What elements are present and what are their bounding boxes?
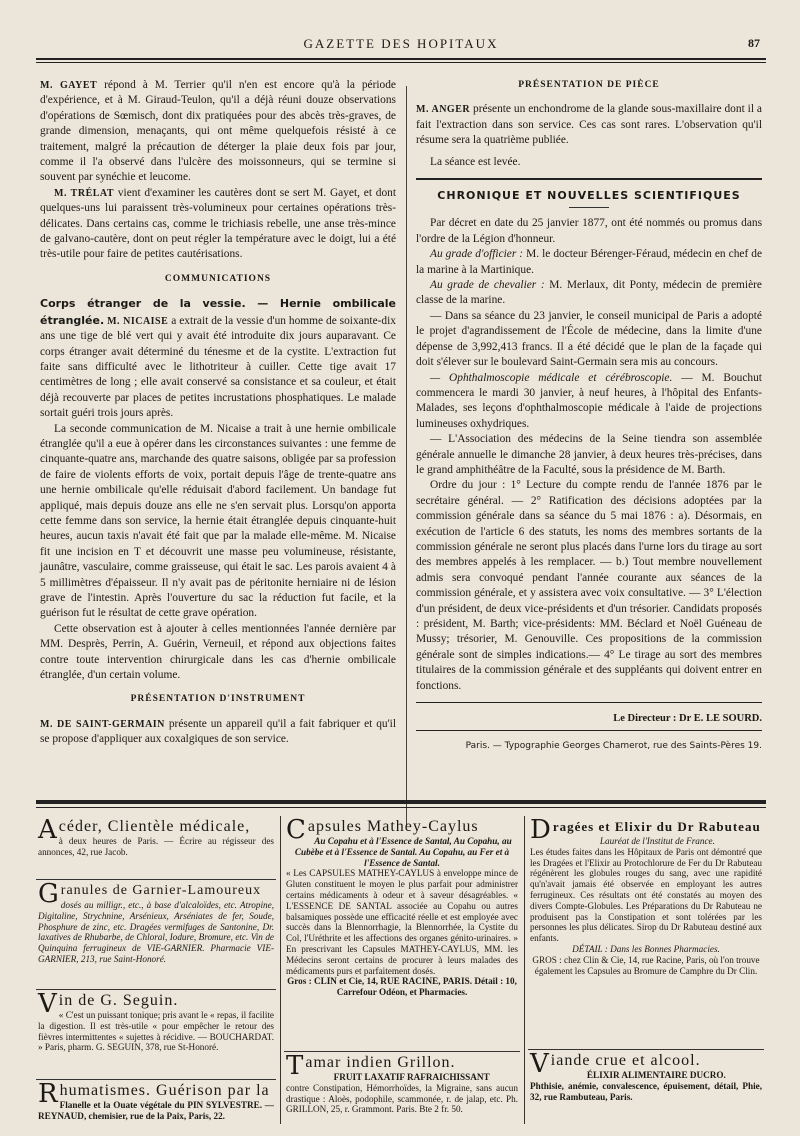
ads-column-3 bbox=[528, 816, 764, 1124]
header-rule-thin bbox=[36, 62, 766, 63]
topic-label: — Ophthalmoscopie médicale et cérébroscopie. bbox=[430, 371, 673, 384]
speaker-name: M. DE SAINT-GERMAIN bbox=[40, 718, 165, 730]
hernie-paragraph: La seconde communication de M. Nicaise a trait à une hernie ombilicale étranglée qu'il a eue à opérer dans les circonstances suivantes : une femme de cinquante-quatre ans, marchande des quatre saisons, obligée par sa profession de faire de violents efforts de voix, portait depuis l'âge de trente-quatre ans une hernie ombilicale qu'elle réduisait d'abord facilement. Un bandage fut appliqué, mais depuis douze ans elle ne s'en servait plus. Lorsqu'on apporta cette femme dans son service, la hernie était étranglée depuis cinquante-huit heures, aucun taxis n'avait été fait que par la malade elle-même. M. Nicaise fit une incision en T et découvrit une masse peu volumineuse, résistante, jaunâtre, vasculaire, comme graisseuse, qui était le sac. Les parois avaient 4 à 5 millimètres d'épaisseur. Il n'y avait pas de péritonite herniaire ni de lésion grave de l'intestin. Après l'ouverture du sac la réduction fut facile, et la guérison fut le résultat de cette grave opération. bbox=[40, 422, 396, 620]
ads-divider-2 bbox=[524, 816, 525, 1124]
gayet-paragraph bbox=[40, 78, 396, 186]
drop-initial: C bbox=[286, 815, 306, 845]
short-rule bbox=[569, 207, 609, 208]
ad-address: Gros : CLIN et Cie, 14, RUE RACINE, PARIS. Détail : 10, Carrefour Odéon, et Pharmacies. bbox=[287, 976, 517, 998]
header-rule bbox=[36, 58, 766, 60]
saint-germain-paragraph bbox=[40, 717, 396, 748]
ad-body: « C'est un puissant tonique; pris avant le « repas, il facilite la digestion. Il est très-utile « pour empêcher le retour des fièvres intermittentes « sujettes à récidive. — BOUCHARDAT. » Paris, pharm. G. SEGUIN, 378, rue St-Honoré. bbox=[38, 1010, 274, 1053]
ad-ducro bbox=[528, 1050, 764, 1125]
ad-subtitle: FRUIT LAXATIF RAFRAICHISSANT bbox=[333, 1072, 490, 1082]
ad-headline: in de G. Seguin. bbox=[58, 992, 179, 1009]
drop-initial: V bbox=[38, 989, 57, 1019]
ad-gros: GROS : chez Clin & Cie, 14, rue Racine, Paris, où l'on trouve également les Capsules au Bromure de Camphre du Dr Clin. bbox=[532, 954, 760, 976]
ads-top-rule-thin bbox=[36, 807, 766, 808]
trelat-paragraph bbox=[40, 186, 396, 263]
column-divider bbox=[406, 86, 407, 826]
ad-subtitle: Lauréat de l'Institut de France. bbox=[599, 836, 715, 846]
piece-heading: PRÉSENTATION DE PIÈCE bbox=[518, 80, 660, 90]
advertisements bbox=[36, 816, 766, 1124]
seance-levee: La séance est levée. bbox=[430, 155, 521, 168]
ad-body: « Les CAPSULES MATHEY-CAYLUS à enveloppe mince de Gluten constituent le moyen le plus parfait pour administrer certains médicaments à odeur et à saveur désagréables. « L'ESSENCE DE SANTAL associée au Copahu ou autres balsamiques possède une efficacité réelle et est employée avec succès dans la Blennorrhagie, la Blennorrhée, la Cystite du Col, l'Uréthrite et les affections des organes génito-urinaires. » En prescrivant les Capsules MATHEY-CAYLUS, MM. les Médecins seront certains de procurer à leurs malades des médicaments purs et parfaitement dosés. bbox=[286, 868, 518, 976]
ad-clientele bbox=[36, 816, 276, 880]
ad-subtitle: ÉLIXIR ALIMENTAIRE DUCRO. bbox=[586, 1070, 726, 1080]
speaker-name: M. ANGER bbox=[416, 104, 471, 116]
ads-top-rule bbox=[36, 800, 766, 804]
ads-divider-1 bbox=[280, 816, 281, 1124]
ad-seguin bbox=[36, 990, 276, 1080]
grade-label: Au grade d'officier : bbox=[430, 248, 524, 261]
left-column bbox=[40, 78, 396, 748]
ad-garnier bbox=[36, 880, 276, 990]
ad-rhumatismes bbox=[36, 1080, 276, 1133]
ad-subtitle: Au Copahu et à l'Essence de Santal, Au Copahu, au Cubèbe et à l'Essence de Santal. Au Copahu, au Fer et à l'Essence de Santal. bbox=[294, 836, 512, 868]
ad-body: dosés au milligr., etc., à base d'alcaloïdes, etc. Atropine, Digitaline, Strychnine, Arsénieux, Arséniates de fer, Soude, Phosphure de zinc, etc. Dragées vermifuges de Santonine, Dr. laxatives de Rhubarbe, de Chloral, Iodure, Bromure, etc. Vin de Quinquina ferrugineux de VIE-GARNIER. Pharmacie VIE-GARNIER, 213, rue Saint-Honoré. bbox=[38, 900, 274, 964]
ad-headline: amar indien Grillon. bbox=[305, 1054, 456, 1071]
ad-headline: humatismes. Guérison par la bbox=[59, 1082, 270, 1099]
chronique-heading: CHRONIQUE ET NOUVELLES SCIENTIFIQUES bbox=[437, 189, 741, 203]
chronique-officier bbox=[416, 247, 762, 278]
chronique-ordre-du-jour: Ordre du jour : 1° Lecture du compte rendu de l'année 1876 par le secrétaire général. — 2° Ratification des décisions adoptées par la commission générale dans sa séance du 5 mai 1876 : a). Désormais, en exécution de l'article 6 des statuts, les noms des membres sortants de la commission générale ne seront plus placés dans l'urne lors du tirage au sort des membres appelés à les remplacer. — b.) Tout membre nouvellement admis sera convoqué pendant l'année courante aux séances de la commission générale, et y assistera avec voix consultative. — 3° L'élection d'un président, de deux vice-présidents et d'un trésorier. Candidats proposés : président, M. Barth; vice-présidents: MM. Béclard et Noël Guéneau de Mussy; trésorier, M. Genouville. Ces propositions de la commission générale sont de simples indications.— 4° Le tirage au sort des membres titulaires de la commission générale et des suppléants qui doivent entrer en fonctions. bbox=[416, 479, 762, 692]
paragraph-text: a extrait de la vessie d'un homme de soixante-dix ans une tige de blé vert qui y avait été introduite dix jours auparavant. Ce corps étranger avait déterminé du ténesme et de la cystite. L'extraction fut faite sans difficulté avec le lithotriteur à cuiller. Cette tige avait 17 centimètres de long ; elle avait conservé sa consistance et sa couleur, et était déjà recouverte par places de petites incrustations phosphatiques. Le malade sortait guéri trois jours après. bbox=[40, 314, 396, 420]
paragraph-text: M. le docteur Bérenger-Féraud, médecin en chef de la marine à la Martinique. bbox=[416, 248, 762, 276]
printer-line: Paris. — Typographie Georges Chamerot, rue des Saints-Pères 19. bbox=[465, 741, 762, 752]
ad-body: Flanelle et la Ouate végétale du PIN SYLVESTRE. — REYNAUD, chemisier, rue de la Paix, Paris, 22. bbox=[38, 1100, 274, 1121]
ad-grillon bbox=[284, 1052, 520, 1127]
anger-paragraph bbox=[416, 102, 762, 148]
page-number: 87 bbox=[748, 36, 760, 50]
chronique-ophthalmo bbox=[416, 371, 762, 433]
instrument-heading: PRÉSENTATION D'INSTRUMENT bbox=[130, 694, 306, 705]
grade-label: Au grade de chevalier : bbox=[430, 279, 545, 292]
drop-initial: D bbox=[530, 815, 551, 845]
section-rule bbox=[416, 178, 762, 180]
nicaise-paragraph bbox=[40, 296, 396, 421]
drop-initial: V bbox=[530, 1049, 549, 1079]
chronique-association: — L'Association des médecins de la Seine tiendra son assemblée générale annuelle le dimanche 28 janvier, à deux heures très-précises, dans le grand amphithéâtre de la Faculté, sous la présidence de M. Barth. bbox=[416, 433, 762, 476]
right-column bbox=[416, 78, 762, 755]
ad-rabuteau bbox=[528, 816, 764, 1050]
chronique-decret: Par décret en date du 25 janvier 1877, ont été nommés ou promus dans l'ordre de la Légion d'honneur. bbox=[416, 217, 762, 245]
ad-detail: DÉTAIL : Dans les Bonnes Pharmacies. bbox=[572, 943, 720, 954]
speaker-name: M. GAYET bbox=[40, 80, 98, 91]
drop-initial: R bbox=[38, 1079, 58, 1109]
paragraph-text: — M. Bouchut commencera le mardi 30 janvier, à neuf heures, à l'hôpital des Enfants-Malades, ses leçons d'ophthalmoscopie médicale à l'aide de projections lumineuses oxhydriques. bbox=[416, 371, 762, 430]
paragraph-text: présente un enchondrome de la glande sous-maxillaire dont il a fait l'extraction dans son service. Ces cas sont rares. L'observation qu'il résume sera la quatrième publiée. bbox=[416, 103, 762, 147]
speaker-name: M. TRÉLAT bbox=[54, 187, 115, 199]
footer-rule-2 bbox=[416, 730, 762, 731]
drop-initial: G bbox=[38, 879, 59, 909]
ads-column-2 bbox=[284, 816, 520, 1124]
ad-headline: céder, Clientèle médicale, bbox=[58, 818, 251, 835]
speaker-name: M. NICAISE bbox=[107, 315, 169, 327]
communications-heading: COMMUNICATIONS bbox=[164, 273, 272, 284]
drop-initial: T bbox=[286, 1051, 304, 1081]
director-line: Le Directeur : Dr E. LE SOURD. bbox=[613, 713, 762, 725]
chronique-conseil: — Dans sa séance du 23 janvier, le conseil municipal de Paris a adopté le projet d'agrandissement de l'École de médecine, dans la limite d'une dépense de 3,992,413 francs. Il a été décidé que le plan de la façade qui doit s'élever sur le boulevard Saint-Germain sera mis au concours. bbox=[416, 309, 762, 369]
paragraph-text: répond à M. Terrier qu'il n'en est encore qu'à la période d'expérience, et à M. Giraud-Teulon, qu'il a déjà réuni douze observations d'opérations de Sœmisch, dont dix pratiquées pour des abcès très-graves, de grande dimension, menaçants, qui ont même quelquefois résisté à ce traitement, malgré la précaution de déterger la plaie deux fois par jour, comme il l'a observé dans l'ulcère des moissonneurs, qui se termine si souvent par synéchie et leucome. bbox=[40, 79, 396, 184]
ad-body: contre Constipation, Hémorrhoïdes, la Migraine, sans aucun drastique : Aloès, podophile, scammonée, r. de jalap, etc. Ph. GRILLON, 25, r. Grammont. Paris. Bte 2 fr. 50. bbox=[286, 1082, 518, 1115]
footer-rule bbox=[416, 702, 762, 703]
ads-column-1 bbox=[36, 816, 276, 1124]
ad-headline: iande crue et alcool. bbox=[550, 1052, 701, 1069]
ad-body: Phthisie, anémie, convalescence, épuisement, détail, Phie, 32, rue Rambuteau, Paris. bbox=[530, 1080, 762, 1102]
page-header bbox=[36, 36, 766, 56]
ad-body: à deux heures de Paris. — Écrire au régisseur des annonces, 42, rue Jacob. bbox=[38, 836, 274, 857]
journal-title: GAZETTE DES HOPITAUX bbox=[303, 36, 499, 51]
paragraph-text: vient d'examiner les cautères dont se sert M. Gayet, et dont quelques-uns lui paraissent très-volumineux pour certaines opérations très-délicates. Dans certains cas, comme le trichiasis rebelle, une anse très-mince de galvano-cautère, dont on peut régler la température avec le doigt, lui a été très-utile pour faire de petites cautérisations. bbox=[40, 186, 396, 261]
observation-paragraph: Cette observation est à ajouter à celles mentionnées l'année dernière par MM. Desprès, Perrin, A. Guérin, Verneuil, et répond aux objections faites contre toute intervention chirurgicale dans les cas d'hernie ombilicale étranglée, d'un certain volume. bbox=[40, 622, 396, 682]
newspaper-page bbox=[36, 28, 766, 1124]
paragraph-text: M. Merlaux, dit Ponty, médecin de première classe de la marine. bbox=[416, 279, 762, 307]
ad-headline: ranules de Garnier-Lamoureux bbox=[60, 883, 262, 898]
ad-headline: ragées et Elixir du Dr Rabuteau bbox=[552, 819, 761, 834]
ad-body: Les études faites dans les Hôpitaux de Paris ont démontré que les Dragées et l'Elixir au Protochlorure de Fer du Dr Rabuteau régénèrent les globules rouges du sang, avec une rapidité qu'n'avait jamais été observée en employant les autres ferrugineux. Ces résultats ont été constatés au moyen des divers Compte-Globules. Les Préparations du Dr Rabuteau ne produisent pas la Constipation et sont tolérées par les personnes les plus délicates. Sirop du Dr Rabuteau destiné aux enfants. bbox=[530, 846, 762, 944]
drop-initial: A bbox=[38, 815, 57, 845]
paragraph-text: présente un appareil qu'il a fait fabriquer et qu'il se propose d'appliquer aux coxalgiques de son service. bbox=[40, 717, 396, 746]
chronique-chevalier bbox=[416, 278, 762, 309]
article-title: Corps étranger de la vessie. — Hernie ombilicale étranglée. bbox=[40, 297, 396, 327]
ad-headline: apsules Mathey-Caylus bbox=[307, 818, 479, 835]
ad-mathey-caylus bbox=[284, 816, 520, 1052]
